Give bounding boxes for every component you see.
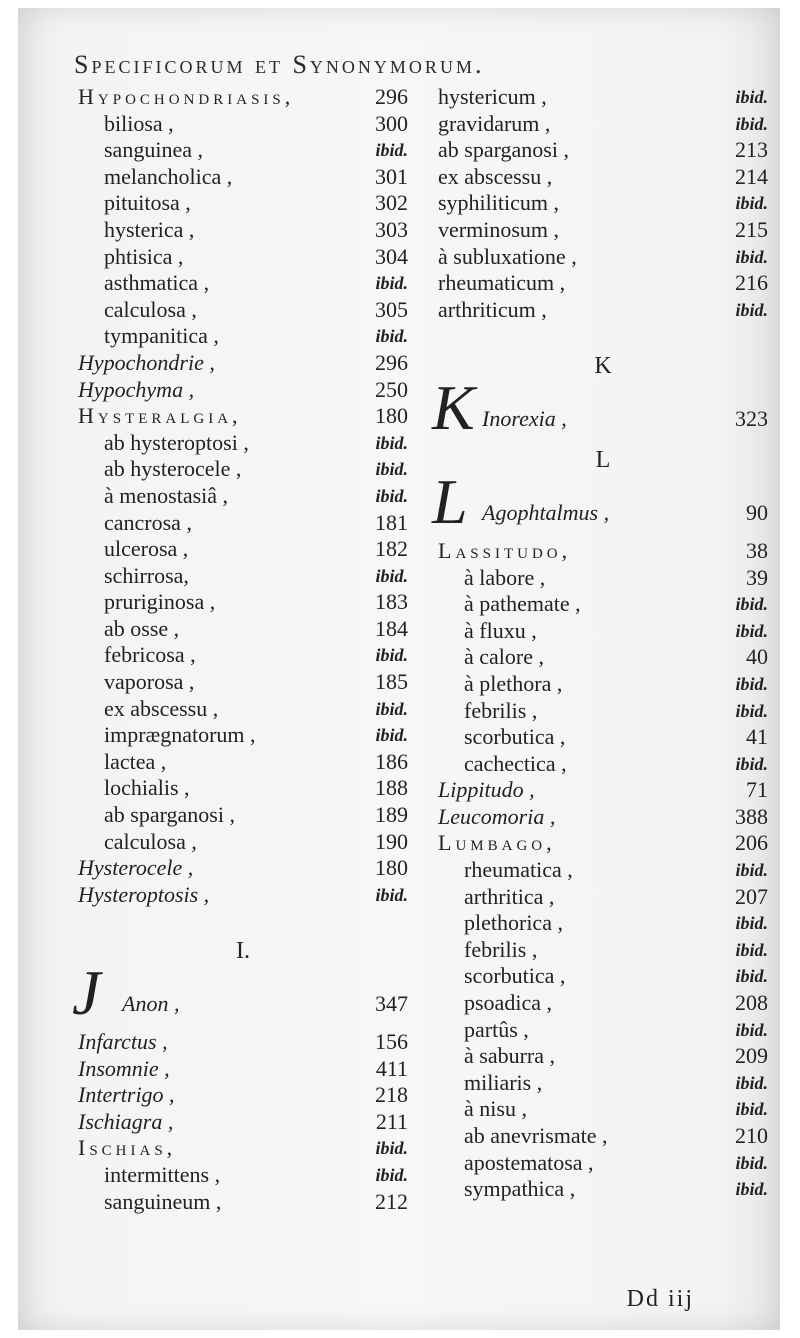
index-entry [78,642,408,669]
entry-page: ibid. [735,913,768,934]
entry-term: sympathica , [464,1176,576,1202]
index-entry [78,323,408,350]
entry-term: calculosa , [104,296,197,322]
book-page [18,8,780,1330]
index-entry [438,1150,768,1177]
index-entry [438,137,768,164]
entry-page: ibid. [375,432,408,453]
index-entry [438,698,768,725]
entry-page: ibid. [735,673,768,694]
entry-page: ibid. [735,1019,768,1040]
entry-page: 90 [746,499,768,525]
section-heading-k: K [594,352,612,379]
index-entry [78,1029,408,1056]
entry-term: Hysteralgia, [78,403,242,429]
entry-page: 186 [375,748,408,774]
entry-page: 182 [375,536,408,562]
index-entry [438,990,768,1017]
entry-page: 411 [375,1055,408,1081]
entry-page: 38 [746,537,768,563]
entry-page: 185 [375,669,408,695]
index-entry [438,297,768,324]
entry-term: à nisu , [464,1096,527,1122]
entry-page: 209 [735,1043,768,1069]
entry-term: febricosa , [104,642,196,668]
entry-page: 216 [735,270,768,296]
index-entry [78,456,408,483]
index-entry [438,1070,768,1097]
entry-page: 181 [375,509,408,535]
entry-term: Hysterocele , [78,855,194,881]
index-entry [438,644,768,671]
index-entry [78,749,408,776]
index-entry [78,1162,408,1189]
entry-term: calculosa , [104,828,197,854]
entry-page: 388 [735,803,768,829]
entry-page: 190 [375,828,408,854]
entry-page: ibid. [375,884,408,905]
index-entry [438,1123,768,1150]
entry-term: cancrosa , [104,509,192,535]
entry-term: biliosa , [104,110,174,136]
entry-page: ibid. [735,87,768,107]
entry-term: pruriginosa , [104,589,216,615]
entry-term: melancholica , [104,163,233,189]
entry-term: lactea , [104,748,167,774]
entry-page: ibid. [375,645,408,666]
index-entry [78,563,408,590]
entry-term: tympanitica , [104,323,219,349]
index-entry [438,244,768,271]
entry-term: Ischiagra , [78,1108,174,1134]
index-entry [438,270,768,297]
entry-page: 206 [735,830,768,856]
entry-term: Infarctus , [78,1029,168,1054]
entry-page: 71 [746,777,768,803]
entry-term: phtisica , [104,243,184,269]
index-entry [78,882,408,909]
entry-term: imprægnatorum , [104,722,256,748]
entry-page: ibid. [735,620,768,641]
entry-term: ulcerosa , [104,536,189,562]
entry-page: 207 [735,883,768,909]
entry-term: apostematosa , [464,1149,594,1175]
entry-page: ibid. [735,753,768,774]
entry-term: syphiliticum , [438,190,559,216]
entry-page: 302 [375,190,408,216]
entry-page: 188 [375,775,408,801]
entry-page: ibid. [735,113,768,134]
index-entry [78,84,408,111]
right-column [432,84,768,1203]
index-entry [438,591,768,618]
entry-term: gravidarum , [438,110,551,136]
dropcap-entry-lagophtalmus [432,465,768,538]
index-entry [438,937,768,964]
index-entry [78,829,408,856]
index-entry [78,430,408,457]
entry-page: 347 [375,991,408,1016]
entry-page: 300 [375,110,408,136]
entry-page: 211 [375,1108,408,1134]
index-entry [78,1135,408,1162]
index-entry [438,1043,768,1070]
entry-term: Anon , [122,991,180,1016]
index-entry [438,804,768,831]
entry-term: lochialis , [104,775,190,801]
index-entry [438,111,768,138]
entry-term: ex abscessu , [438,163,553,189]
index-entry [438,1096,768,1123]
entry-term: ab sparganosi , [438,137,569,163]
entry-term: cachectica , [464,750,567,776]
signature-mark: Dd iij [626,1286,694,1312]
entry-term: Hysteroptosis , [78,881,210,907]
index-entry [78,722,408,749]
entry-page: 156 [375,1029,408,1054]
entry-term: à saburra , [464,1043,556,1069]
index-entry [78,589,408,616]
entry-term: à menostasiâ , [104,482,229,508]
index-entry [78,1056,408,1083]
entry-term: Inorexia , [482,405,567,431]
index-entry [78,775,408,802]
entry-term: hystericum , [438,84,547,109]
entry-term: hysterica , [104,216,195,242]
entry-page: ibid. [375,698,408,719]
right-entry-list [438,84,768,323]
entry-term: partûs , [464,1016,529,1042]
entry-page: 218 [375,1082,408,1108]
entry-page: ibid. [735,1099,768,1120]
entry-term: ab anevrismate , [464,1123,608,1148]
index-entry [78,802,408,829]
entry-term: Lippitudo , [438,777,535,803]
entry-page: ibid. [735,1072,768,1093]
index-entry [78,510,408,537]
left-entry-list [78,84,408,908]
index-entry [438,884,768,911]
entry-page: 208 [735,990,768,1016]
entry-page: 214 [735,163,768,189]
section-l-entry-list [438,538,768,1203]
entry-page: ibid. [375,459,408,480]
entry-term: ab hysteroptosi , [104,429,249,455]
dropcap-letter: J [72,957,101,1028]
entry-page: ibid. [375,1138,408,1159]
index-entry [78,164,408,191]
entry-term: intermittens , [104,1161,221,1187]
entry-page: 41 [746,724,768,750]
index-entry [438,565,768,592]
entry-page: ibid. [375,485,408,506]
entry-term: asthmatica , [104,270,210,296]
entry-page: 189 [375,802,408,828]
entry-term: arthritica , [464,883,555,909]
entry-page: 323 [735,405,768,431]
dropcap-entry-janon [72,957,408,1029]
index-entry [438,190,768,217]
index-entry [438,963,768,990]
index-entry [78,855,408,882]
entry-term: rheumaticum , [438,270,566,296]
entry-term: ab sparganosi , [104,802,235,828]
index-entry [438,84,768,111]
entry-page: 184 [375,615,408,641]
entry-term: plethorica , [464,910,563,936]
entry-page: 215 [735,216,768,242]
entry-page: ibid. [375,725,408,746]
page-header: Specificorum et Synonymorum. [74,50,485,79]
index-entry [438,777,768,804]
entry-page: 305 [375,296,408,322]
entry-page: ibid. [375,140,408,161]
index-entry [438,910,768,937]
index-entry [78,696,408,723]
entry-term: à labore , [464,564,546,590]
entry-term: schirrosa, [104,562,189,588]
entry-term: febrilis , [464,936,538,962]
index-entry [438,857,768,884]
entry-term: verminosum , [438,216,559,242]
entry-term: psoadica , [464,990,552,1016]
index-entry [78,350,408,377]
entry-page: 210 [735,1123,768,1148]
section-heading-l: L [595,446,611,473]
entry-page: ibid. [375,273,408,294]
index-entry [78,616,408,643]
section-heading-i: I. [236,938,250,964]
entry-page: 180 [375,403,408,429]
entry-term: scorbutica , [464,963,566,989]
entry-term: vaporosa , [104,669,195,695]
entry-page: 301 [375,163,408,189]
entry-page: 212 [375,1188,408,1214]
entry-page: ibid. [735,700,768,721]
entry-term: Ischias, [78,1135,177,1161]
index-entry [438,830,768,857]
entry-term: Insomnie , [78,1055,170,1081]
index-entry [78,244,408,271]
index-entry [78,217,408,244]
index-entry [78,1082,408,1109]
entry-term: ex abscessu , [104,695,219,721]
entry-term: sanguinea , [104,137,203,163]
entry-page: ibid. [735,594,768,615]
entry-term: Hypochondrie , [78,349,215,375]
index-entry [78,137,408,164]
index-entry [78,1189,408,1216]
entry-term: pituitosa , [104,190,191,216]
index-entry [78,270,408,297]
index-entry [78,377,408,404]
entry-page: 303 [375,216,408,242]
entry-page: ibid. [735,299,768,320]
entry-page: 183 [375,589,408,615]
dropcap-letter: K [432,371,475,443]
entry-page: ibid. [735,966,768,987]
index-entry [438,164,768,191]
entry-page: ibid. [375,1164,408,1185]
entry-page: ibid. [735,1152,768,1173]
entry-page: ibid. [735,193,768,214]
entry-page: ibid. [375,565,408,586]
entry-term: scorbutica , [464,724,566,750]
index-entry [438,1017,768,1044]
entry-page: 296 [375,84,408,109]
entry-term: à calore , [464,644,544,670]
entry-page: 213 [735,137,768,163]
entry-page: ibid. [735,860,768,881]
index-entry [438,1176,768,1203]
index-entry [438,751,768,778]
entry-term: ab hysterocele , [104,456,242,482]
entry-term: ab osse , [104,615,180,641]
dropcap-entry-kinorexia [432,371,768,444]
entry-term: Agophtalmus , [482,499,610,525]
entry-term: à pathemate , [464,591,581,617]
entry-term: à subluxatione , [438,243,577,269]
entry-page: ibid. [375,326,408,347]
index-entry [78,669,408,696]
entry-term: Intertrigo , [78,1082,175,1108]
index-entry [438,671,768,698]
entry-term: Leucomoria , [438,803,556,829]
entry-page: 304 [375,243,408,269]
entry-term: Lassitudo, [438,537,572,563]
index-entry [438,538,768,565]
entry-page: ibid. [735,1179,768,1200]
entry-page: ibid. [735,246,768,267]
index-entry [438,217,768,244]
section-i-entry-list [78,1029,408,1215]
dropcap-letter: L [432,465,468,537]
entry-term: Hypochondriasis, [78,84,295,109]
index-entry [438,724,768,751]
entry-page: 250 [375,376,408,402]
entry-term: à fluxu , [464,617,537,643]
index-entry [78,190,408,217]
entry-term: febrilis , [464,697,538,723]
entry-term: Hypochyma , [78,376,195,402]
entry-term: à plethora , [464,670,563,696]
entry-term: arthriticum , [438,296,547,322]
index-entry [78,536,408,563]
index-entry [78,403,408,430]
index-entry [438,618,768,645]
entry-term: Lumbago, [438,830,556,856]
entry-page: 296 [375,349,408,375]
index-entry [78,483,408,510]
entry-term: rheumatica , [464,857,573,883]
index-entry [78,297,408,324]
entry-term: sanguineum , [104,1188,222,1214]
index-entry [78,1109,408,1136]
index-entry [78,111,408,138]
entry-page: 180 [375,855,408,881]
entry-page: 39 [746,564,768,590]
left-column [72,84,408,1215]
entry-page: 40 [746,644,768,670]
entry-page: ibid. [735,939,768,960]
entry-term: miliaris , [464,1069,543,1095]
